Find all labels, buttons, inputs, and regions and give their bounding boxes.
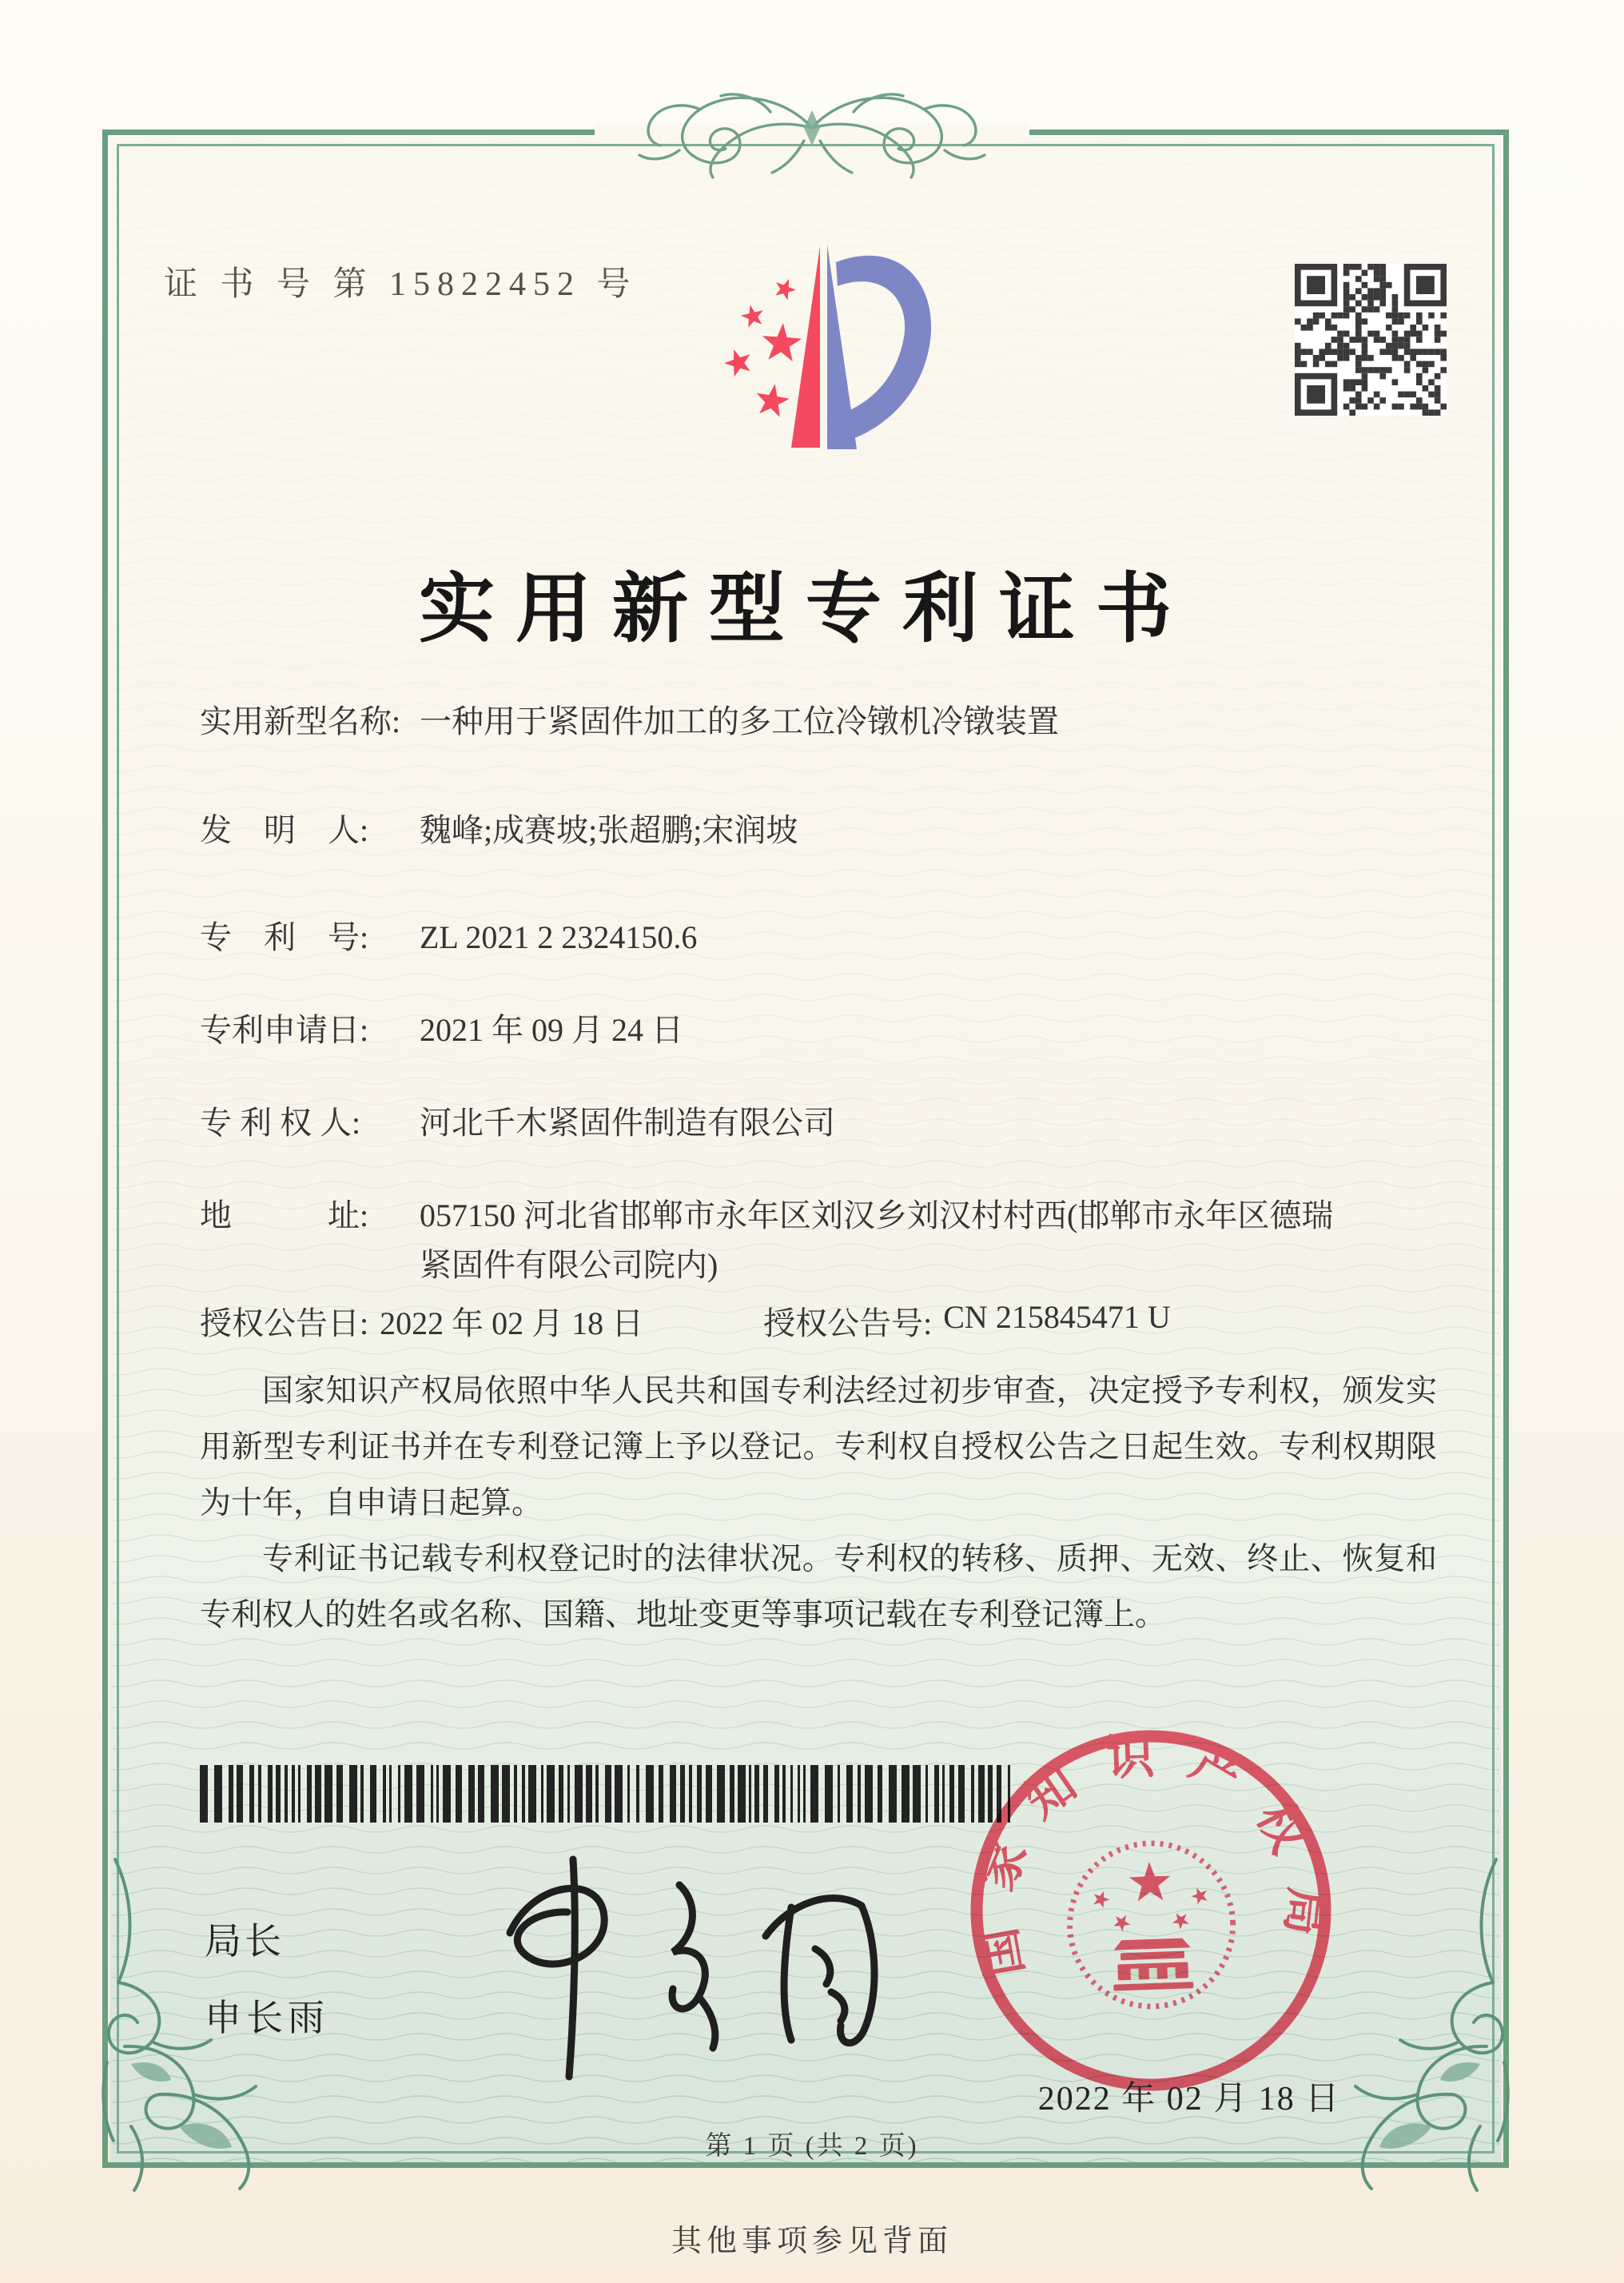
field-value: ZL 2021 2 2324150.6 bbox=[420, 919, 698, 955]
certificate-title: 实用新型专利证书 bbox=[418, 567, 1192, 651]
grant-date-label: 授权公告日: bbox=[200, 1305, 369, 1341]
grant-date-value: 2022 年 02 月 18 日 bbox=[380, 1305, 644, 1341]
qr-code bbox=[1295, 264, 1447, 416]
official-seal bbox=[953, 1712, 1349, 2109]
field-value: 魏峰;成赛坡;张超鹏;宋润坡 bbox=[420, 812, 798, 848]
field-patent-number bbox=[200, 913, 1455, 962]
field-filing-date bbox=[200, 1006, 1455, 1055]
field-label: 实用新型名称: bbox=[200, 703, 401, 739]
grant-number-value: CN 215845471 U bbox=[943, 1299, 1171, 1335]
director-title-label: 局长 bbox=[205, 1921, 285, 1962]
legal-paragraph-1: 国家知识产权局依照中华人民共和国专利法经过初步审查，决定授予专利权，颁发实用新型专利证书并在专利登记簿上予以登记。专利权自授权公告之日起生效。专利权期限为十年，自申请日起算。 bbox=[200, 1374, 1437, 1520]
field-label: 发 明 人: bbox=[200, 812, 369, 848]
barcode bbox=[200, 1765, 1031, 1826]
field-patentee bbox=[200, 1098, 1455, 1148]
field-value: 河北千木紧固件制造有限公司 bbox=[420, 1105, 835, 1141]
director-signature bbox=[416, 1839, 895, 2086]
logo-stars bbox=[724, 279, 802, 417]
field-label: 地 址: bbox=[200, 1197, 369, 1233]
grant-row bbox=[200, 1298, 1455, 1344]
certificate-number: 证 书 号 第 15822452 号 bbox=[164, 266, 638, 303]
field-inventors bbox=[200, 806, 1455, 855]
field-value: 一种用于紧固件加工的多工位冷镦机冷镦装置 bbox=[420, 703, 1059, 739]
legal-text-block bbox=[200, 1364, 1437, 1644]
field-label: 专利申请日: bbox=[200, 1012, 369, 1048]
back-side-note: 其他事项参见背面 bbox=[671, 2225, 953, 2258]
seal-emblem-gate bbox=[1112, 1938, 1193, 1990]
page-number: 第 1 页 (共 2 页) bbox=[705, 2132, 919, 2161]
director-name-label: 申长雨 bbox=[205, 1998, 329, 2038]
cnipa-logo bbox=[702, 233, 938, 476]
legal-paragraph-2: 专利证书记载专利权登记时的法律状况。专利权的转移、质押、无效、终止、恢复和专利权人的姓名或名称、国籍、地址变更等事项记载在专利登记簿上。 bbox=[200, 1542, 1437, 1632]
field-value: 057150 河北省邯郸市永年区刘汉乡刘汉村村西(邯郸市永年区德瑞紧固件有限公司院内) bbox=[420, 1197, 1334, 1283]
field-address bbox=[200, 1191, 1455, 1290]
seal-emblem-stars bbox=[1093, 1860, 1208, 1933]
field-value: 2021 年 09 月 24 日 bbox=[420, 1012, 683, 1048]
seal-date: 2022 年 02 月 18 日 bbox=[1037, 2081, 1341, 2118]
field-utility-model-name bbox=[200, 697, 1455, 747]
field-label: 专 利 权 人: bbox=[200, 1105, 361, 1141]
grant-number-label: 授权公告号: bbox=[763, 1305, 933, 1341]
field-label: 专 利 号: bbox=[200, 919, 369, 955]
seal-text: 国家知识产权局 bbox=[966, 1729, 1334, 1981]
